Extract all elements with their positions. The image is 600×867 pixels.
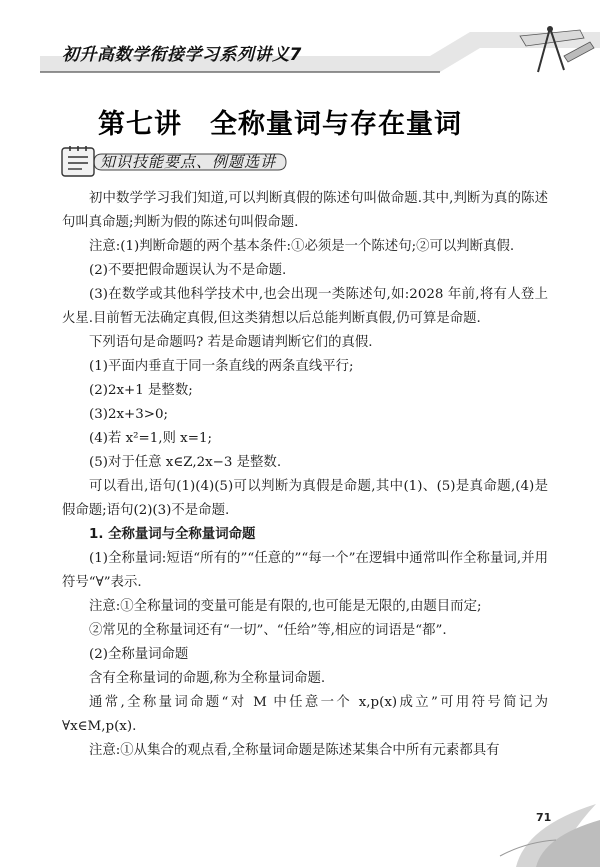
- notepad-icon: [62, 146, 94, 176]
- list-item: (1)平面内垂直于同一条直线的两条直线平行;: [89, 359, 354, 374]
- paragraph: 注意:(1)判断命题的两个基本条件:①必须是一个陈述句;②可以判断真假.: [89, 239, 515, 254]
- list-item: (3)2x+3>0;: [89, 407, 169, 422]
- paragraph: (3)在数学或其他科学技术中,也会出现一类陈述句,如:2028 年前,将有人登上火星.目前暂无法确定真假,但这类猜想以后总能判断真假,仍可算是命题.: [62, 287, 548, 326]
- section-label: 知识技能要点、例题选讲: [100, 153, 277, 171]
- paragraph: (1)全称量词:短语“所有的”“任意的”“每一个”在逻辑中通常叫作全称量词,并用符号“∀”表示.: [62, 551, 548, 590]
- section-heading: 1. 全称量词与全称量词命题: [89, 527, 256, 542]
- page-corner-decoration: [496, 796, 600, 867]
- paragraph: 下列语句是命题吗? 若是命题请判断它们的真假.: [89, 335, 373, 350]
- paragraph: ②常见的全称量词还有“一切”、“任给”等,相应的词语是“都”.: [89, 623, 447, 638]
- paragraph: 含有全称量词的命题,称为全称量词命题.: [89, 671, 326, 686]
- body-text: [62, 187, 548, 763]
- lecture-title: 第七讲 全称量词与存在量词: [98, 109, 462, 140]
- paragraph: 注意:①全称量词的变量可能是有限的,也可能是无限的,由题目而定;: [89, 599, 482, 614]
- list-item: (2)2x+1 是整数;: [89, 383, 193, 398]
- paragraph: (2)全称量词命题: [89, 647, 189, 662]
- paragraph: 注意:①从集合的观点看,全称量词命题是陈述某集合中所有元素都具有: [89, 743, 500, 758]
- list-item: (5)对于任意 x∈Z,2x−3 是整数.: [89, 455, 282, 470]
- paragraph: 通常,全称量词命题“对 M 中任意一个 x,p(x)成立”可用符号简记为∀x∈M,p(x).: [62, 695, 548, 734]
- paragraph: (2)不要把假命题误认为不是命题.: [89, 263, 287, 278]
- list-item: (4)若 x²=1,则 x=1;: [89, 431, 212, 446]
- paragraph: 可以看出,语句(1)(4)(5)可以判断为真假是命题,其中(1)、(5)是真命题,(4)是假命题;语句(2)(3)不是命题.: [62, 479, 548, 518]
- paragraph: 初中数学学习我们知道,可以判断真假的陈述句叫做命题.其中,判断为真的陈述句叫真命题;判断为假的陈述句叫假命题.: [62, 191, 548, 230]
- series-title: 初升高数学衔接学习系列讲义7: [62, 45, 302, 65]
- page-number: 71: [536, 811, 552, 824]
